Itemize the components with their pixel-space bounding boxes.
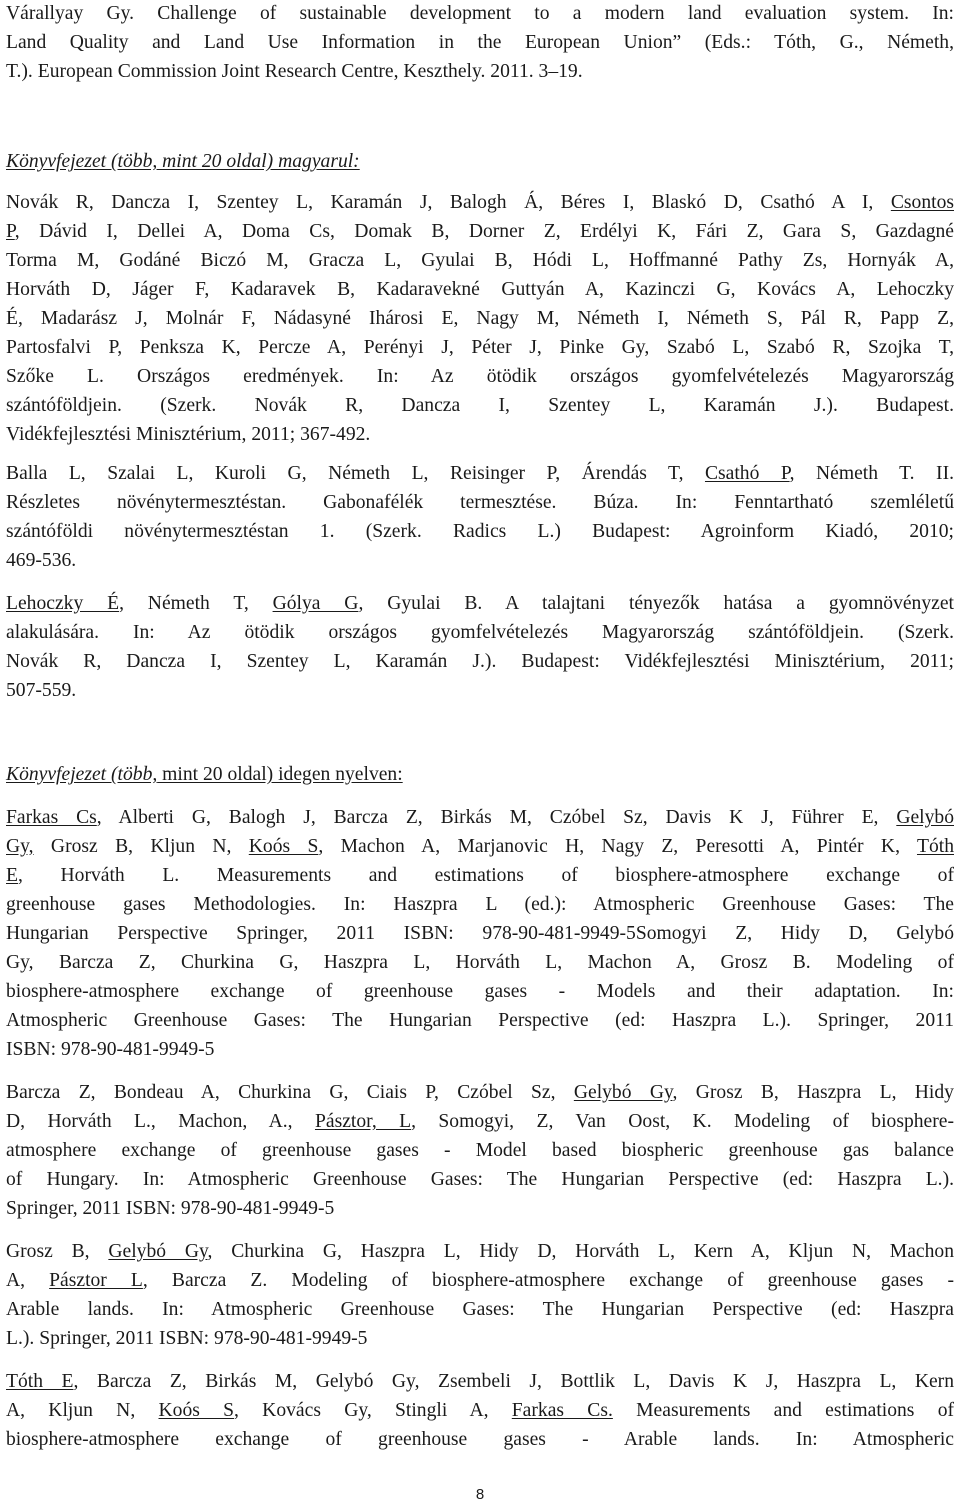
- author-link: Csontos: [890, 192, 954, 213]
- reference-line: greenhouse gases Methodologies. In: Haszpra L (ed.): Atmospheric Greenhouse Gases: The: [6, 894, 954, 915]
- reference-line: atmosphere exchange of greenhouse gases - Model based biospheric greenhouse gas balance: [6, 1140, 954, 1161]
- intro-line: Várallyay Gy. Challenge of sustainable development to a modern land evaluation system. In:: [6, 3, 954, 24]
- reference-line: szántóföldi növénytermesztéstan 1. (Szerk. Radics L.) Budapest: Agroinform Kiadó, 2010;: [6, 521, 954, 542]
- reference-line: 469-536.: [6, 550, 77, 571]
- reference-line: Részletes növénytermesztéstan. Gabonafélék termesztése. Búza. In: Fenntartható szemléletű: [6, 492, 954, 513]
- reference-line: D, Horváth L., Machon, A., Pásztor, L, Somogyi, Z, Van Oost, K. Modeling of biosphere-: [6, 1111, 954, 1132]
- author-link: Pásztor, L: [314, 1111, 412, 1132]
- author-link: Lehoczky É: [6, 593, 120, 614]
- reference-line: Farkas Cs, Alberti G, Balogh J, Barcza Z, Birkás M, Czóbel Sz, Davis K J, Führer E, Gelybó: [6, 807, 954, 828]
- reference-line: biosphere-atmosphere exchange of greenhouse gases - Models and their adaptation. In:: [6, 981, 954, 1002]
- intro-line: T.). European Commission Joint Research Centre, Keszthely. 2011. 3–19.: [6, 61, 583, 82]
- page-number: 8: [475, 1486, 485, 1503]
- author-link: Csathó P: [704, 463, 790, 484]
- author-link: E: [6, 865, 18, 886]
- author-link: Koós S: [158, 1400, 235, 1421]
- author-link: Gelybó Gy: [573, 1082, 673, 1103]
- author-link: P: [6, 221, 15, 242]
- reference-line: alakulására. In: Az ötödik országos gyomfelvételezés Magyarország szántóföldjein. (Szerk.: [6, 622, 954, 643]
- section-heading-hungarian: Könyvfejezet (több, mint 20 oldal) magyarul:: [6, 151, 360, 172]
- reference-line: Arable lands. In: Atmospheric Greenhouse Gases: The Hungarian Perspective (ed: Haszpra: [6, 1299, 954, 1320]
- reference-line: A, Kljun N, Koós S, Kovács Gy, Stingli A, Farkas Cs. Measurements and estimations of: [6, 1400, 954, 1421]
- author-link: Tóth: [916, 836, 954, 857]
- author-link: Gelybó: [896, 807, 954, 828]
- author-link: Gelybó Gy: [108, 1241, 208, 1262]
- author-link: Farkas Cs: [6, 807, 97, 828]
- reference-line: A, Pásztor L, Barcza Z. Modeling of biosphere-atmosphere exchange of greenhouse gases -: [6, 1270, 954, 1291]
- reference-line: Hungarian Perspective Springer, 2011 ISBN: 978-90-481-9949-5Somogyi Z, Hidy D, Gelybó: [6, 923, 954, 944]
- reference-line: P, Dávid I, Dellei A, Doma Cs, Domak B, Dorner Z, Erdélyi K, Fári Z, Gara S, Gazdagné: [6, 221, 954, 242]
- reference-line: Novák R, Dancza I, Szentey L, Karamán J, Balogh Á, Béres I, Blaskó D, Csathó A I, Csontos: [6, 192, 954, 213]
- reference-line: E, Horváth L. Measurements and estimations of biosphere-atmosphere exchange of: [6, 865, 954, 886]
- reference-line: L.). Springer, 2011 ISBN: 978-90-481-9949-5: [6, 1328, 368, 1349]
- author-link: Gy,: [6, 836, 34, 857]
- reference-line: Grosz B, Gelybó Gy, Churkina G, Haszpra L, Hidy D, Horváth L, Kern A, Kljun N, Machon: [6, 1241, 954, 1262]
- reference-line: Gy, Barcza Z, Churkina G, Haszpra L, Horváth L, Machon A, Grosz B. Modeling of: [6, 952, 954, 973]
- reference-line: Lehoczky É, Németh T, Gólya G, Gyulai B. A talajtani tényezők hatása a gyomnövényzet: [6, 593, 954, 614]
- reference-line: Atmospheric Greenhouse Gases: The Hungarian Perspective (ed: Haszpra L.). Springer, 2011: [6, 1010, 954, 1031]
- reference-line: of Hungary. In: Atmospheric Greenhouse Gases: The Hungarian Perspective (ed: Haszpra L.).: [6, 1169, 954, 1190]
- reference-line: Tóth E, Barcza Z, Birkás M, Gelybó Gy, Zsembeli J, Bottlik L, Davis K J, Haszpra L, Kern: [6, 1371, 954, 1392]
- reference-line: Partosfalvi P, Penksza K, Percze A, Perényi J, Péter J, Pinke Gy, Szabó L, Szabó R, Szojka T,: [6, 337, 954, 358]
- reference-line: É, Madarász J, Molnár F, Nádasyné Ihárosi E, Nagy M, Németh I, Németh S, Pál R, Papp Z,: [6, 308, 954, 329]
- author-link: Farkas Cs.: [511, 1400, 613, 1421]
- author-link: Tóth E: [6, 1371, 74, 1392]
- reference-line: Novák R, Dancza I, Szentey L, Karamán J.). Budapest: Vidékfejlesztési Minisztérium, 2011;: [6, 651, 954, 672]
- reference-line: Torma M, Godáné Biczó M, Gracza L, Gyulai B, Hódi L, Hoffmanné Pathy Zs, Hornyák A,: [6, 250, 954, 271]
- reference-line: biosphere-atmosphere exchange of greenhouse gases - Arable lands. In: Atmospheric: [6, 1429, 954, 1450]
- author-link: Koós S: [248, 836, 319, 857]
- reference-line: Gy, Grosz B, Kljun N, Koós S, Machon A, Marjanovic H, Nagy Z, Peresotti A, Pintér K, Tóth: [6, 836, 954, 857]
- reference-line: 507-559.: [6, 680, 77, 701]
- reference-line: Vidékfejlesztési Minisztérium, 2011; 367-492.: [6, 424, 371, 445]
- reference-line: ISBN: 978-90-481-9949-5: [6, 1039, 215, 1060]
- reference-line: Springer, 2011 ISBN: 978-90-481-9949-5: [6, 1198, 335, 1219]
- intro-line: Land Quality and Land Use Information in the European Union” (Eds.: Tóth, G., Németh,: [6, 32, 954, 53]
- section-heading-foreign: Könyvfejezet (több, mint 20 oldal) idegen nyelven:: [6, 764, 403, 785]
- reference-line: Horváth D, Jáger F, Kadaravek B, Kadaravekné Guttyán A, Kazinczi G, Kovács A, Lehoczky: [6, 279, 954, 300]
- author-link: Gólya G: [272, 593, 359, 614]
- reference-line: szántóföldjein. (Szerk. Novák R, Dancza I, Szentey L, Karamán J.). Budapest.: [6, 395, 954, 416]
- reference-line: Szőke L. Országos eredmények. In: Az ötödik országos gyomfelvételezés Magyarország: [6, 366, 954, 387]
- reference-line: Barcza Z, Bondeau A, Churkina G, Ciais P, Czóbel Sz, Gelybó Gy, Grosz B, Haszpra L, Hidy: [6, 1082, 954, 1103]
- reference-line: Balla L, Szalai L, Kuroli G, Németh L, Reisinger P, Árendás T, Csathó P, Németh T. II.: [6, 463, 954, 484]
- author-link: Pásztor L: [49, 1270, 143, 1291]
